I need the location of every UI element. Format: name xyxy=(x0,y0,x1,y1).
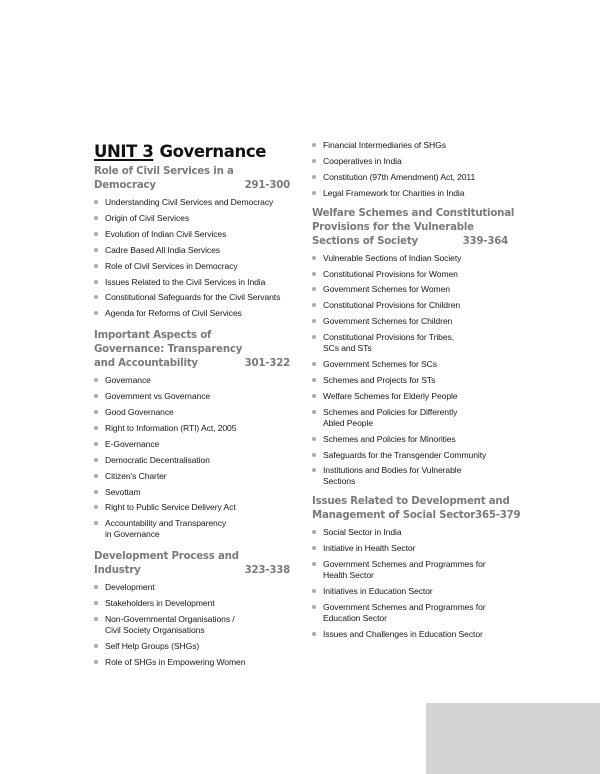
toc-item-text: Government Schemes and Programmes for xyxy=(323,559,486,570)
bullet-icon xyxy=(312,362,316,366)
toc-item xyxy=(312,586,508,597)
toc-item-text: Government Schemes and Programmes for xyxy=(323,601,486,612)
section-heading-text: Important Aspects of xyxy=(94,330,212,342)
bullet-icon xyxy=(94,617,98,621)
toc-item-text: Self Help Groups (SHGs) xyxy=(105,640,200,651)
bullet-icon xyxy=(94,280,98,284)
toc-item xyxy=(312,629,508,640)
page-range: 339-364 xyxy=(462,235,508,247)
toc-item xyxy=(312,332,508,354)
section-heading-text: Role of Civil Services in a xyxy=(94,166,234,177)
bullet-icon xyxy=(312,562,316,566)
toc-item-text: Sevottam xyxy=(105,486,141,497)
toc-item xyxy=(94,197,290,208)
toc-item-text: Constitution (97th Amendment) Act, 2011 xyxy=(323,171,476,182)
toc-item xyxy=(94,261,290,272)
toc-item xyxy=(94,439,290,450)
toc-item xyxy=(94,407,290,418)
bullet-icon xyxy=(312,175,316,179)
toc-item-text: Governance xyxy=(105,375,151,386)
toc-item-text: Institutions and Bodies for Vulnerable xyxy=(323,465,462,476)
toc-item xyxy=(312,316,508,327)
section-heading-text: Sections of Society xyxy=(312,235,418,247)
bullet-icon xyxy=(312,589,316,593)
bullet-icon xyxy=(312,410,316,414)
bullet-icon xyxy=(94,410,98,414)
toc-item-text: Constitutional Safeguards for the Civil Servants xyxy=(105,292,281,303)
bullet-icon xyxy=(94,200,98,204)
section-heading-text: and Accountability xyxy=(94,358,198,370)
toc-item-text: Stakeholders in Development xyxy=(105,598,215,609)
toc-item-text: Sections xyxy=(323,476,356,487)
bullet-icon xyxy=(94,394,98,398)
toc-item xyxy=(312,391,508,402)
section-heading xyxy=(94,329,290,371)
toc-item-text: Schemes and Policies for Minorities xyxy=(323,433,456,444)
bullet-icon xyxy=(94,644,98,648)
toc-item-text: Initiatives in Education Sector xyxy=(323,586,433,596)
toc-item xyxy=(312,156,508,167)
bullet-icon xyxy=(312,335,316,339)
toc-item xyxy=(94,292,290,303)
toc-item xyxy=(94,375,290,386)
toc-item xyxy=(312,375,508,386)
bullet-icon xyxy=(312,632,316,636)
toc-item xyxy=(94,518,290,540)
section-heading-text: Development Process and xyxy=(94,551,239,563)
toc-item-text: Good Governance xyxy=(105,407,174,417)
toc-item-text: Constitutional Provisions for Women xyxy=(323,268,458,279)
section-heading-text: Issues Related to Development and xyxy=(312,496,510,508)
bullet-icon xyxy=(94,490,98,494)
section-heading-text: Industry xyxy=(94,565,141,577)
bullet-icon xyxy=(312,605,316,609)
corner-decoration xyxy=(426,703,600,774)
bullet-icon xyxy=(312,272,316,276)
toc-item-text: Schemes and Projects for STs xyxy=(323,374,436,385)
bullet-icon xyxy=(94,521,98,525)
toc-item xyxy=(94,598,290,609)
toc-item-text: Government vs Governance xyxy=(105,391,211,402)
toc-item-text: Right to Public Service Delivery Act xyxy=(105,502,236,513)
toc-item xyxy=(312,359,508,370)
toc-item xyxy=(312,559,508,581)
bullet-icon xyxy=(94,311,98,315)
toc-item xyxy=(312,527,508,538)
toc-item xyxy=(94,641,290,652)
toc-item xyxy=(94,308,290,319)
toc-item-text: Citizen's Charter xyxy=(105,470,167,481)
bullet-icon xyxy=(312,378,316,382)
bullet-icon xyxy=(312,453,316,457)
toc-item-text: Agenda for Reforms of Civil Services xyxy=(105,308,242,319)
toc-item-text: Evolution of Indian Civil Services xyxy=(105,228,227,239)
toc-item xyxy=(312,543,508,554)
bullet-icon xyxy=(94,442,98,446)
toc-item xyxy=(94,423,290,434)
section-heading xyxy=(312,495,521,523)
toc-item-text: Abled People xyxy=(323,417,373,428)
bullet-icon xyxy=(312,468,316,472)
toc-item xyxy=(312,434,508,445)
section-heading-row xyxy=(312,509,521,523)
toc-item-text: Government Schemes for Women xyxy=(323,284,450,295)
toc-item xyxy=(94,213,290,224)
toc-item xyxy=(312,140,508,151)
toc-item xyxy=(94,229,290,240)
toc-item-text: Safeguards for the Transgender Community xyxy=(323,449,487,460)
section-heading-text: Management of Social Sector xyxy=(312,510,476,522)
bullet-icon xyxy=(312,303,316,307)
toc-item-text: Right to Information (RTI) Act, 2005 xyxy=(105,422,237,433)
bullet-icon xyxy=(312,287,316,291)
toc-item-text: Constitutional Provisions for Children xyxy=(323,300,461,311)
toc-item xyxy=(312,284,508,295)
unit-name: Governance xyxy=(159,142,266,161)
toc-item-text: Government Schemes for SCs xyxy=(323,359,437,369)
toc-item-text: Accountability and Transparency xyxy=(105,518,227,529)
bullet-icon xyxy=(94,295,98,299)
toc-item xyxy=(94,391,290,402)
section-heading-text: Governance: Transparency xyxy=(94,344,243,356)
toc-item-text: in Governance xyxy=(105,529,160,540)
toc-item-text: Social Sector in India xyxy=(323,527,402,538)
toc-item xyxy=(94,614,290,636)
unit-label: UNIT 3 xyxy=(94,142,154,161)
bullet-icon xyxy=(94,660,98,664)
toc-item-text: Legal Framework for Charities in India xyxy=(323,187,465,198)
toc-item xyxy=(312,269,508,280)
toc-item xyxy=(94,502,290,513)
bullet-icon xyxy=(94,505,98,509)
toc-item-text: Origin of Civil Services xyxy=(105,212,190,223)
bullet-icon xyxy=(94,426,98,430)
bullet-icon xyxy=(312,437,316,441)
bullet-icon xyxy=(312,143,316,147)
section-heading xyxy=(312,207,515,249)
bullet-icon xyxy=(312,530,316,534)
bullet-icon xyxy=(94,458,98,462)
toc-item xyxy=(312,172,508,183)
toc-item-text: SCs and STs xyxy=(323,343,372,354)
bullet-icon xyxy=(312,191,316,195)
toc-item-text: Non-Governmental Organisations / xyxy=(105,614,235,624)
toc-item-text: Financial Intermediaries of SHGs xyxy=(323,140,446,150)
section-heading-text: Welfare Schemes and Constitutional xyxy=(312,207,515,219)
toc-item xyxy=(312,450,508,461)
section-heading-row xyxy=(312,235,508,249)
page-range: 301-322 xyxy=(244,358,290,370)
toc-item-text: Issues Related to the Civil Services in India xyxy=(105,276,266,287)
unit-title xyxy=(94,142,266,161)
toc-item-text: Welfare Schemes for Elderly People xyxy=(323,390,458,401)
toc-item xyxy=(312,188,508,199)
toc-item-text: E-Governance xyxy=(105,438,160,449)
toc-item-text: Health Sector xyxy=(323,570,374,581)
section-heading xyxy=(94,550,290,578)
toc-item xyxy=(312,465,508,487)
section-heading-text: Democracy xyxy=(94,180,156,191)
bullet-icon xyxy=(312,159,316,163)
toc-item xyxy=(312,300,508,311)
toc-item xyxy=(94,487,290,498)
toc-item xyxy=(312,253,508,264)
toc-item xyxy=(312,602,508,624)
toc-item-text: Issues and Challenges in Education Sector xyxy=(323,628,483,639)
toc-item-text: Constitutional Provisions for Tribes, xyxy=(323,332,454,343)
page-range: 291-300 xyxy=(244,180,290,191)
bullet-icon xyxy=(312,319,316,323)
section-heading-row xyxy=(94,564,290,578)
section-heading xyxy=(94,165,290,193)
bullet-icon xyxy=(94,216,98,220)
bullet-icon xyxy=(312,256,316,260)
section-heading-row xyxy=(94,179,290,193)
toc-item xyxy=(312,407,508,429)
toc-item-text: Civil Society Organisations xyxy=(105,625,205,635)
toc-item-text: Initiative in Health Sector xyxy=(323,543,416,554)
toc-item xyxy=(94,471,290,482)
section-heading-row xyxy=(94,357,290,371)
toc-item-text: Education Sector xyxy=(323,612,387,623)
bullet-icon xyxy=(94,585,98,589)
bullet-icon xyxy=(312,394,316,398)
toc-item-text: Role of SHGs in Empowering Women xyxy=(105,656,246,667)
toc-item-text: Cadre Based All India Services xyxy=(105,244,220,255)
toc-item-text: Schemes and Policies for Differently xyxy=(323,406,458,417)
toc-item-text: Understanding Civil Services and Democracy xyxy=(105,197,274,207)
toc-item-text: Role of Civil Services in Democracy xyxy=(105,260,238,271)
bullet-icon xyxy=(94,248,98,252)
toc-item xyxy=(94,582,290,593)
bullet-icon xyxy=(94,601,98,605)
toc-item xyxy=(94,455,290,466)
toc-item xyxy=(94,657,290,668)
toc-item-text: Government Schemes for Children xyxy=(323,316,453,327)
page-range: 323-338 xyxy=(244,565,290,577)
toc-item-text: Cooperatives in India xyxy=(323,155,402,166)
bullet-icon xyxy=(94,232,98,236)
bullet-icon xyxy=(94,474,98,478)
page-range: 365-379 xyxy=(475,510,521,522)
toc-item-text: Democratic Decentralisation xyxy=(105,454,210,465)
bullet-icon xyxy=(94,264,98,268)
bullet-icon xyxy=(94,378,98,382)
section-heading-text: Provisions for the Vulnerable xyxy=(312,221,474,233)
toc-item-text: Vulnerable Sections of Indian Society xyxy=(323,252,462,263)
toc-item-text: Development xyxy=(105,582,155,593)
bullet-icon xyxy=(312,546,316,550)
toc-item xyxy=(94,245,290,256)
toc-item xyxy=(94,277,290,288)
